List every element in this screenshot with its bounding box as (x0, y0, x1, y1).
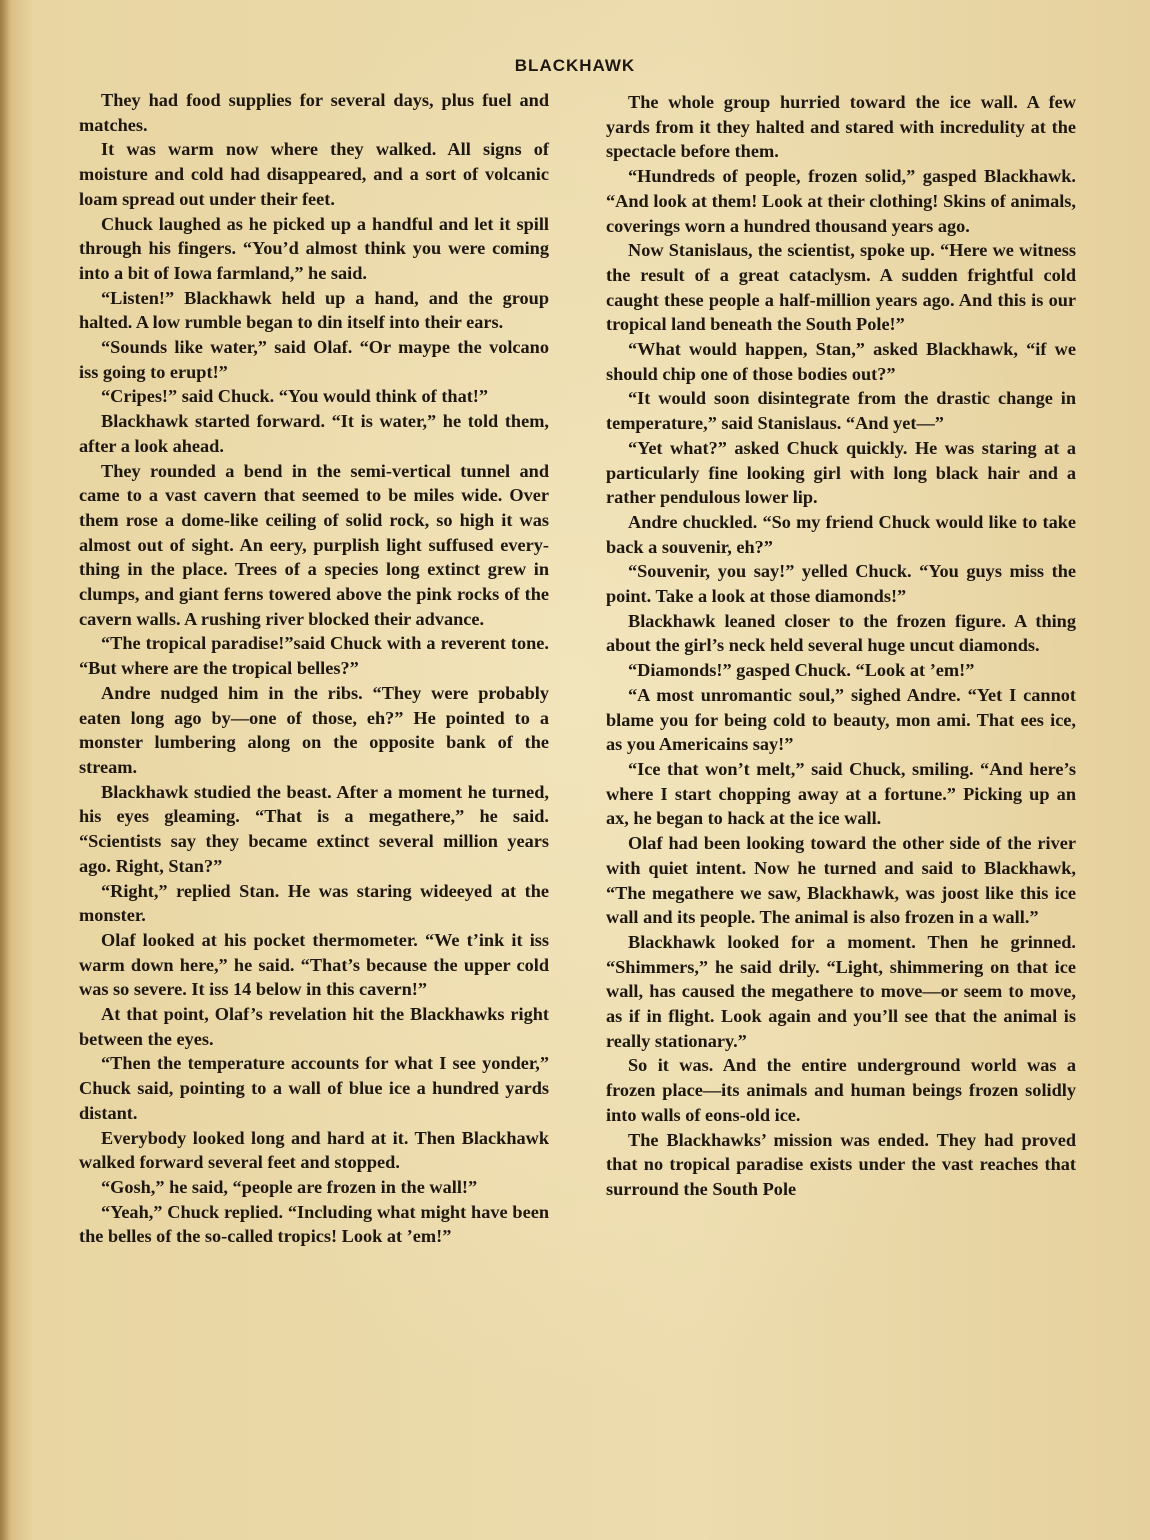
paragraph: Blackhawk leaned closer to the frozen figure. A thing about the girl’s neck held several huge uncut diamonds. (606, 610, 1076, 656)
paragraph: Olaf had been looking toward the other side of the river with quiet intent. Now he turned and said to Blackhawk, “The megathere we saw, Blackhawk, was joost like this ice wall and its people. The animal is also frozen in a wall.” (606, 833, 1076, 928)
paragraph: Everybody looked long and hard at it. Then Blackhawk walked forward several feet and stopped. (79, 1127, 549, 1173)
page-header: BLACKHAWK (514, 56, 636, 75)
paragraph: “Diamonds!” gasped Chuck. “Look at ’em!” (628, 660, 975, 681)
paragraph: It was warm now where they walked. All signs of moisture and cold had disappeared, and a sort of volcanic loam spread out under their feet. (79, 139, 549, 209)
paragraph: Blackhawk looked for a moment. Then he grinned. “Shimmers,” he said drily. “Light, shimmering on that ice wall, has caused the megathere to move—or seem to move, as if in flight. Look again and you’ll see that the animal is really stationary.” (606, 931, 1076, 1051)
paragraph: “It would soon disintegrate from the drastic change in temperature,” said Stanislaus. “And yet—” (606, 388, 1076, 434)
paragraph: Now Stanislaus, the scientist, spoke up. “Here we witness the result of a great cataclysm. A sudden frightful cold caught these people a half-million years ago. And this is our tropical land beneath the South Pole!” (606, 240, 1076, 335)
paragraph: So it was. And the entire underground world was a frozen place—its animals and human beings frozen solidly into walls of eons-old ice. (606, 1055, 1076, 1125)
paragraph: They rounded a bend in the semi-vertical tunnel and came to a vast cavern that seemed to be miles wide. Over them rose a dome-like ceiling of solid rock, so high it was almost out of sight. An eery, purplish light suffused everything in the place. Trees of a species long extinct grew in clumps, and giant ferns towered above the pink rocks of the cavern walls. A rushing river blocked their advance. (79, 460, 549, 629)
paragraph: At that point, Olaf’s revelation hit the Blackhawks right between the eyes. (79, 1004, 549, 1049)
page-binding-shadow (0, 0, 10, 1540)
paragraph: “Sounds like water,” said Olaf. “Or maype the volcano iss going to erupt!” (79, 337, 549, 382)
paragraph: Andre nudged him in the ribs. “They were probably eaten long ago by—one of those, eh?” He pointed to a monster lumbering along on the opposite bank of the stream. (79, 682, 549, 777)
paragraph: “The tropical paradise!”said Chuck with a reverent tone. “But where are the tropical belles?” (79, 633, 549, 679)
paragraph: “Cripes!” said Chuck. “You would think of that!” (101, 386, 489, 407)
paragraph: “What would happen, Stan,” asked Blackhawk, “if we should chip one of those bodies out?” (606, 339, 1076, 384)
paragraph: “Souvenir, you say!” yelled Chuck. “You guys miss the point. Take a look at those diamonds!” (606, 561, 1076, 607)
paragraph: Andre chuckled. “So my friend Chuck would like to take back a souvenir, eh?” (606, 511, 1076, 557)
paragraph: “Hundreds of people, frozen solid,” gasped Blackhawk. “And look at them! Look at their clothing! Skins of animals, coverings worn a hundred thousand years ago. (606, 166, 1076, 236)
paragraph: The Blackhawks’ mission was ended. They had proved that no tropical paradise exists under the vast reaches that surround the South Pole (606, 1129, 1076, 1199)
paragraph: They had food supplies for several days, plus fuel and matches. (79, 90, 549, 135)
paragraph: “A most unromantic soul,” sighed Andre. “Yet I cannot blame you for being cold to beauty, mon ami. That ees ice, as you Americains say!” (606, 684, 1076, 755)
paragraph: Olaf looked at his pocket thermometer. “We t’ink it iss warm down here,” he said. “That’s because the upper cold was so severe. It iss 14 below in this cavern!” (79, 929, 549, 1000)
paragraph: Chuck laughed as he picked up a handful and let it spill through his fingers. “You’d almost think you were coming into a bit of Iowa farmland,” he said. (79, 213, 549, 283)
paragraph: “Then the temperature accounts for what I see yonder,” Chuck said, pointing to a wall of blue ice a hundred yards distant. (79, 1053, 549, 1123)
paragraph: “Gosh,” he said, “people are frozen in the wall!” (101, 1176, 478, 1197)
right-column (606, 88, 1076, 1202)
paragraph: The whole group hurried toward the ice wall. A few yards from it they halted and stared with incredulity at the spectacle before them. (606, 92, 1076, 162)
paragraph: “Right,” replied Stan. He was staring wideeyed at the monster. (79, 880, 549, 926)
paragraph: Blackhawk studied the beast. After a moment he turned, his eyes gleaming. “That is a megathere,” he said. “Scientists say they became extinct several million years ago. Right, Stan?” (79, 781, 549, 876)
paragraph: “Listen!” Blackhawk held up a hand, and the group halted. A low rumble began to din itself into their ears. (79, 287, 549, 333)
paragraph: “Yet what?” asked Chuck quickly. He was staring at a particularly fine looking girl with long black hair and a rather pendulous lower lip. (606, 437, 1076, 508)
paragraph: Blackhawk started forward. “It is water,” he told them, after a look ahead. (79, 411, 549, 456)
paragraph: “Yeah,” Chuck replied. “Including what might have been the belles of the so-called tropics! Look at ’em!” (79, 1201, 549, 1247)
paragraph: “Ice that won’t melt,” said Chuck, smiling. “And here’s where I start chopping away at a fortune.” Picking up an ax, he began to hack at the ice wall. (606, 758, 1076, 829)
left-column (79, 88, 549, 1249)
